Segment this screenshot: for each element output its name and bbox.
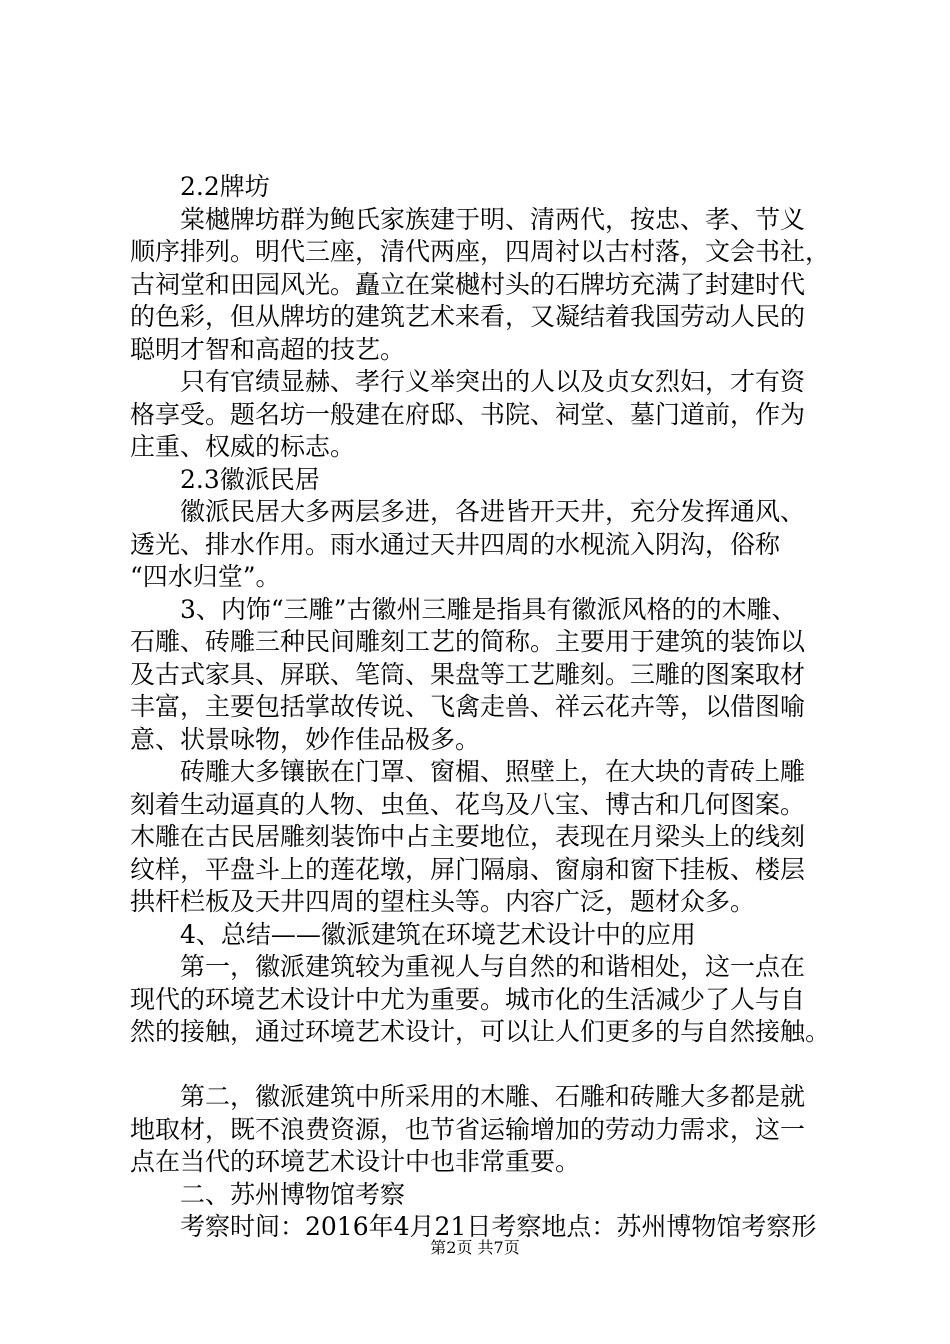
text-line: 只有官绩显赫、孝行义举突出的人以及贞女烈妇，才有资 <box>130 367 806 396</box>
text-line: 透光、排水作用。雨水通过天井四周的水枧流入阴沟，俗称 <box>130 530 781 559</box>
text-line: 拱杆栏板及天井四周的望柱头等。内容广泛，题材众多。 <box>130 887 756 916</box>
text-line: 砖雕大多镶嵌在门罩、窗楣、照壁上，在大块的青砖上雕 <box>130 757 806 786</box>
text-line: 及古式家具、屏联、笔筒、果盘等工艺雕刻。三雕的图案取材 <box>130 660 806 689</box>
text-line <box>130 1048 850 1081</box>
text-line: 棠樾牌坊群为鲍氏家族建于明、清两代，按忠、孝、节义 <box>130 205 806 234</box>
text-line: 丰富，主要包括掌故传说、飞禽走兽、祥云花卉等，以借图喻 <box>130 692 806 721</box>
text-line: 聪明才智和高超的技艺。 <box>130 335 406 364</box>
text-line: 地取材，既不浪费资源，也节省运输增加的劳动力需求，这一 <box>130 1115 806 1144</box>
text-line: 纹样，平盘斗上的莲花墩，屏门隔扇、窗扇和窗下挂板、楼层 <box>130 855 806 884</box>
text-line: 点在当代的环境艺术设计中也非常重要。 <box>130 1147 581 1176</box>
text-line: 二、苏州博物馆考察 <box>130 1180 406 1209</box>
text-line: 徽派民居大多两层多进，各进皆开天井，充分发挥通风、 <box>130 497 806 526</box>
text-line: 石雕、砖雕三种民间雕刻工艺的简称。主要用于建筑的装饰以 <box>130 627 806 656</box>
text-line: 4、总结——徽派建筑在环境艺术设计中的应用 <box>130 920 696 949</box>
text-line: 然的接触，通过环境艺术设计，可以让人们更多的与自然接触。 <box>130 1017 831 1046</box>
text-line: 顺序排列。明代三座，清代两座，四周衬以古村落，文会书社， <box>130 237 831 266</box>
text-line: 的色彩，但从牌坊的建筑艺术来看，又凝结着我国劳动人民的 <box>130 302 806 331</box>
text-line: 2.2牌坊 <box>130 172 270 201</box>
text-line: 格享受。题名坊一般建在府邸、书院、祠堂、墓门道前，作为 <box>130 400 806 429</box>
text-line: 3、内饰“三雕”古徽州三雕是指具有徽派风格的的木雕、 <box>130 595 797 624</box>
text-line: 古祠堂和田园风光。矗立在棠樾村头的石牌坊充满了封建时代 <box>130 270 806 299</box>
text-line: 刻着生动逼真的人物、虫鱼、花鸟及八宝、博古和几何图案。 <box>130 790 806 819</box>
text-line: 考察时间：2016年4月21日考察地点：苏州博物馆考察形 <box>130 1212 817 1241</box>
text-line: 意、状景咏物，妙作佳品极多。 <box>130 725 481 754</box>
text-line: 第一，徽派建筑较为重视人与自然的和谐相处，这一点在 <box>130 952 806 981</box>
text-line: 庄重、权威的标志。 <box>130 432 356 461</box>
page-footer: 第2页 共7页 <box>430 1238 520 1257</box>
text-line: “四水归堂”。 <box>130 562 281 591</box>
text-line: 第二，徽派建筑中所采用的木雕、石雕和砖雕大多都是就 <box>130 1082 806 1111</box>
text-line: 木雕在古民居雕刻装饰中占主要地位，表现在月梁头上的线刻 <box>130 822 806 851</box>
text-line: 2.3徽派民居 <box>130 465 320 494</box>
text-line: 现代的环境艺术设计中尤为重要。城市化的生活减少了人与自 <box>130 985 806 1014</box>
